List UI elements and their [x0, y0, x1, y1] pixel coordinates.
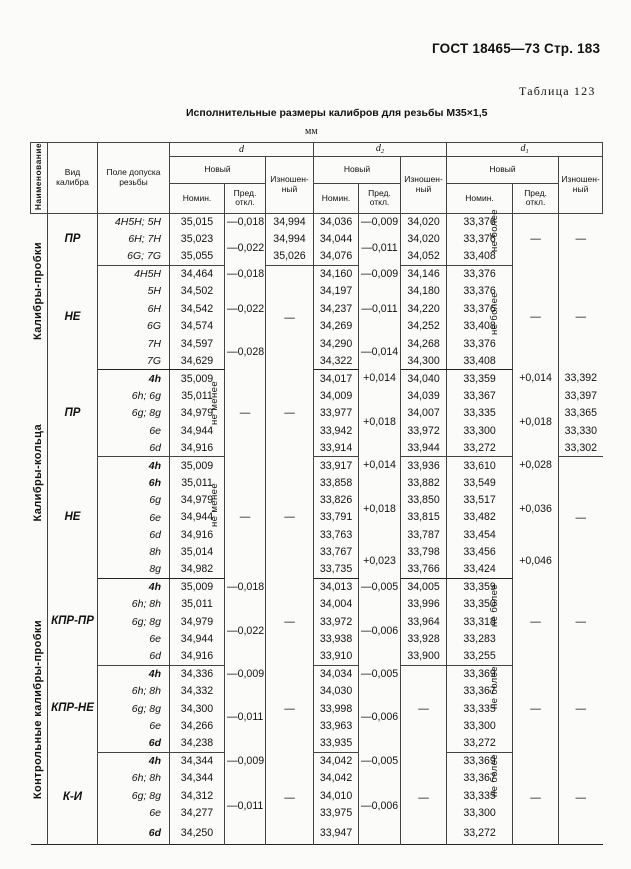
- d2-worn-cell: 33,882: [401, 474, 447, 491]
- d1-nom-cell: 33,369: [447, 666, 513, 683]
- d1-nom-cell: 33,376: [447, 266, 513, 283]
- note-not-less-2: не менее: [209, 483, 220, 527]
- d-nom-cell: 35,055: [170, 248, 225, 265]
- header-name-column: Наименование: [31, 143, 48, 214]
- d-worn-cell: —: [266, 370, 314, 457]
- header-d1-new: Новый: [447, 157, 559, 184]
- tolerance-cell: 6h; 8h: [98, 596, 170, 613]
- d1-worn-cell: —: [575, 702, 587, 715]
- d2-nom-cell: 33,763: [314, 526, 359, 543]
- d1-nom-cell: 33,367: [447, 387, 513, 404]
- header-kind: Вид калибра: [48, 143, 98, 214]
- d2-nom-cell: 34,160: [314, 266, 359, 283]
- d2-worn-cell: 33,944: [401, 440, 447, 457]
- d-nom-cell: 34,944: [170, 631, 225, 648]
- d-nom-cell: 35,011: [170, 474, 225, 491]
- d1-nom-cell: 33,376: [447, 300, 513, 317]
- d-dev-cell: —0,011: [225, 683, 266, 753]
- d1-worn-cell: 33,392: [564, 372, 598, 385]
- kind-cell: КПР-ПР: [48, 579, 98, 666]
- d-nom-cell: 35,023: [170, 231, 225, 248]
- d-worn-cell: —: [266, 457, 314, 579]
- d2-dev-cell: —0,005: [359, 666, 401, 683]
- d2-nom-cell: 34,269: [314, 318, 359, 335]
- d2-nom-cell: 34,034: [314, 666, 359, 683]
- d-nom-cell: 34,916: [170, 526, 225, 543]
- d2-dev-cell: +0,018: [359, 387, 401, 457]
- d2-worn-cell: 33,815: [401, 509, 447, 526]
- d2-nom-cell: 34,076: [314, 248, 359, 265]
- d2-worn-cell: 34,180: [401, 283, 447, 300]
- tolerance-cell: 6e: [98, 509, 170, 526]
- d1-nom-cell: 33,300: [447, 422, 513, 439]
- section-label-plug: Калибры-пробки: [31, 213, 48, 370]
- d1-dev-cell: —: [513, 753, 559, 845]
- d-dev-cell: —0,018: [225, 213, 266, 230]
- tolerance-cell: 6e: [98, 422, 170, 439]
- d1-dev-cell: +0,028: [513, 457, 559, 474]
- table-row: [31, 387, 603, 404]
- calibre-dimensions-table: [30, 142, 603, 845]
- d-nom-cell: 34,916: [170, 440, 225, 457]
- header-d1-nom: Номин.: [447, 183, 513, 213]
- d2-nom-cell: 34,030: [314, 683, 359, 700]
- d-dev-cell: —0,028: [225, 335, 266, 370]
- d2-dev-cell: —0,005: [359, 579, 401, 596]
- kind-cell: К-И: [48, 753, 98, 845]
- d2-nom-cell: 33,938: [314, 631, 359, 648]
- d2-nom-cell: 34,013: [314, 579, 359, 596]
- header-d2-dev: Пред. откл.: [359, 183, 401, 213]
- d1-worn-cell: —: [575, 791, 587, 804]
- d1-nom-cell: 33,318: [447, 613, 513, 630]
- d2-nom-cell: 33,975: [314, 805, 359, 822]
- d-nom-cell: 34,979: [170, 405, 225, 422]
- kind-cell: НЕ: [48, 457, 98, 579]
- d2-nom-cell: 33,935: [314, 735, 359, 752]
- note-not-more-4: не более: [489, 665, 500, 709]
- d1-nom-cell: 33,367: [447, 770, 513, 787]
- tolerance-cell: 6e: [98, 718, 170, 735]
- d2-nom-cell: 34,010: [314, 787, 359, 804]
- d1-nom-cell: 33,376: [447, 335, 513, 352]
- table-row: [31, 474, 603, 491]
- d2-nom-cell: 33,972: [314, 613, 359, 630]
- d1-dev-cell: +0,014: [513, 370, 559, 387]
- d1-nom-cell: 33,424: [447, 561, 513, 578]
- d-worn-cell: 34,994: [266, 213, 314, 230]
- d1-nom-cell: 33,335: [447, 787, 513, 804]
- note-not-more-5: не более: [489, 753, 500, 797]
- d-dev-cell: —0,022: [225, 283, 266, 335]
- tolerance-cell: 6g; 8g: [98, 700, 170, 717]
- d-nom-cell: 34,344: [170, 770, 225, 787]
- d2-nom-cell: 34,290: [314, 335, 359, 352]
- tolerance-cell: 4h: [98, 666, 170, 683]
- d2-dev-cell: —0,009: [359, 266, 401, 283]
- d-worn-cell: 34,994: [266, 231, 314, 248]
- d2-dev-cell: +0,014: [359, 370, 401, 387]
- d2-worn-cell: 34,007: [401, 405, 447, 422]
- table-header: [31, 143, 603, 214]
- d-nom-cell: 35,011: [170, 387, 225, 404]
- table-row: [31, 753, 603, 770]
- tolerance-cell: 6h: [98, 474, 170, 491]
- d-nom-cell: 35,014: [170, 544, 225, 561]
- header-d-dev: Пред. откл.: [225, 183, 266, 213]
- d-nom-cell: 34,300: [170, 700, 225, 717]
- d-nom-cell: 35,009: [170, 457, 225, 474]
- tolerance-cell: 4h: [98, 457, 170, 474]
- d2-nom-cell: 33,977: [314, 405, 359, 422]
- d1-nom-cell: 33,517: [447, 492, 513, 509]
- d1-nom-cell: 33,408: [447, 318, 513, 335]
- d2-nom-cell: 34,009: [314, 387, 359, 404]
- d-dev-cell: —: [225, 457, 266, 579]
- d-nom-cell: 34,944: [170, 422, 225, 439]
- d2-nom-cell: 34,042: [314, 770, 359, 787]
- table-row: [31, 370, 603, 387]
- tolerance-cell: 6h; 6g: [98, 387, 170, 404]
- d2-nom-cell: 34,322: [314, 353, 359, 370]
- d1-dev-cell: —: [513, 213, 559, 265]
- d2-dev-cell: +0,023: [359, 544, 401, 579]
- d-worn-cell: —: [266, 266, 314, 370]
- d-worn-cell: —: [266, 753, 314, 845]
- d1-dev-cell: +0,036: [513, 474, 559, 544]
- d-nom-cell: 34,464: [170, 266, 225, 283]
- d2-worn-cell: 33,900: [401, 648, 447, 665]
- kind-cell: КПР-НЕ: [48, 666, 98, 753]
- d-nom-cell: 34,979: [170, 613, 225, 630]
- header-d-worn: Изношен-ный: [266, 157, 314, 214]
- d1-dev-cell: —: [513, 579, 559, 666]
- d-dev-cell: —0,022: [225, 231, 266, 266]
- d-nom-cell: 34,597: [170, 335, 225, 352]
- d1-worn-cell: 33,365: [564, 407, 598, 420]
- tolerance-cell: 6H; 7H: [98, 231, 170, 248]
- d-nom-cell: 34,238: [170, 735, 225, 752]
- d1-nom-cell: 33,283: [447, 631, 513, 648]
- d2-dev-cell: —0,006: [359, 770, 401, 844]
- header-d-nom: Номин.: [170, 183, 225, 213]
- table-title: Исполнительные размеры калибров для резьбы M35×1,5: [186, 107, 488, 119]
- d1-worn-cell: —: [575, 311, 587, 324]
- d1-nom-cell: 33,549: [447, 474, 513, 491]
- table-label: Таблица 123: [519, 84, 596, 98]
- d2-worn-cell: 34,146: [401, 266, 447, 283]
- d2-worn-cell: 33,972: [401, 422, 447, 439]
- tolerance-cell: 8h: [98, 544, 170, 561]
- note-not-more-1: не более: [489, 208, 500, 252]
- d1-nom-cell: 33,272: [447, 440, 513, 457]
- note-not-more-3: не более: [489, 583, 500, 627]
- header-d-new: Новый: [170, 157, 266, 184]
- d2-worn-cell: 33,787: [401, 526, 447, 543]
- d-dev-cell: —0,018: [225, 579, 266, 596]
- d1-worn-cell: —: [575, 511, 587, 524]
- d-nom-cell: 34,344: [170, 753, 225, 770]
- d1-dev-cell: —: [513, 666, 559, 753]
- d1-nom-cell: 33,359: [447, 579, 513, 596]
- d2-worn-cell: 33,766: [401, 561, 447, 578]
- section-label-control: Контрольные калибры-пробки: [31, 579, 48, 844]
- d1-worn-cell: 33,330: [564, 424, 598, 437]
- tolerance-cell: 6d: [98, 822, 170, 844]
- d2-worn-cell: 34,268: [401, 335, 447, 352]
- d2-nom-cell: 34,017: [314, 370, 359, 387]
- tolerance-cell: 6G: [98, 318, 170, 335]
- d1-nom-cell: 33,255: [447, 648, 513, 665]
- d-nom-cell: 34,916: [170, 648, 225, 665]
- d1-worn-cell: —: [575, 233, 587, 246]
- d1-dev-cell: +0,046: [513, 544, 559, 579]
- table-row: [31, 579, 603, 596]
- tolerance-cell: 6g; 8g: [98, 405, 170, 422]
- d1-worn-cell: 33,302: [559, 440, 603, 457]
- tolerance-cell: 7H: [98, 335, 170, 352]
- d1-nom-cell: 33,456: [447, 544, 513, 561]
- d1-nom-cell: 33,359: [447, 370, 513, 387]
- d2-worn-cell: 33,996: [401, 596, 447, 613]
- d-nom-cell: 34,574: [170, 318, 225, 335]
- header-d2-worn: Изношен-ный: [401, 157, 447, 214]
- d2-nom-cell: 33,914: [314, 440, 359, 457]
- tolerance-cell: 6d: [98, 440, 170, 457]
- tolerance-cell: 4H5H: [98, 266, 170, 283]
- tolerance-cell: 6h; 8h: [98, 770, 170, 787]
- d2-dev-cell: —0,011: [359, 283, 401, 335]
- d2-nom-cell: 33,917: [314, 457, 359, 474]
- d2-nom-cell: 33,963: [314, 718, 359, 735]
- d2-nom-cell: 34,197: [314, 283, 359, 300]
- d-nom-cell: 34,629: [170, 353, 225, 370]
- d-nom-cell: 34,266: [170, 718, 225, 735]
- d2-dev-cell: —0,005: [359, 753, 401, 770]
- d2-dev-cell: —0,006: [359, 683, 401, 753]
- d2-nom-cell: 34,042: [314, 753, 359, 770]
- d-worn-cell: 35,026: [266, 248, 314, 265]
- d-nom-cell: 34,982: [170, 561, 225, 578]
- d2-dev-cell: —0,009: [359, 213, 401, 230]
- d1-worn-cell: 33,397: [564, 389, 598, 402]
- d2-nom-cell: 33,791: [314, 509, 359, 526]
- d-nom-cell: 34,502: [170, 283, 225, 300]
- d2-worn-cell: 34,039: [401, 387, 447, 404]
- d-dev-cell: —0,009: [225, 666, 266, 683]
- d2-nom-cell: 34,044: [314, 231, 359, 248]
- tolerance-cell: 4h: [98, 753, 170, 770]
- d1-nom-cell: 33,376: [447, 231, 513, 248]
- d1-nom-cell: 33,408: [447, 248, 513, 265]
- d2-dev-cell: +0,018: [359, 474, 401, 544]
- d1-dev-cell: —: [513, 266, 559, 370]
- d1-nom-cell: 33,376: [447, 213, 513, 230]
- d1-worn-cell: —: [575, 615, 587, 628]
- table-row: [31, 213, 603, 230]
- d2-worn-cell: —: [401, 753, 447, 845]
- d2-worn-cell: 34,040: [401, 370, 447, 387]
- d2-worn-cell: 34,052: [401, 248, 447, 265]
- kind-cell: ПР: [48, 370, 98, 457]
- d-nom-cell: 34,332: [170, 683, 225, 700]
- table-body: [31, 213, 603, 844]
- d2-dev-cell: —0,006: [359, 596, 401, 666]
- d2-nom-cell: 34,237: [314, 300, 359, 317]
- d1-nom-cell: 33,369: [447, 753, 513, 770]
- header-d1-worn: Изношен-ный: [559, 157, 603, 214]
- d2-worn-cell: 33,964: [401, 613, 447, 630]
- d2-worn-cell: 34,020: [401, 213, 447, 230]
- table-row: [31, 266, 603, 283]
- d1-nom-cell: 33,376: [447, 283, 513, 300]
- d-dev-cell: —0,018: [225, 266, 266, 283]
- d1-nom-cell: 33,367: [447, 683, 513, 700]
- tolerance-cell: 7G: [98, 353, 170, 370]
- d1-nom-cell: 33,300: [447, 805, 513, 822]
- tolerance-cell: 8g: [98, 561, 170, 578]
- kind-cell: НЕ: [48, 266, 98, 370]
- d-nom-cell: 34,979: [170, 492, 225, 509]
- page-header-reference: ГОСТ 18465—73 Стр. 183: [432, 41, 601, 56]
- d2-worn-cell: —: [401, 666, 447, 753]
- d1-nom-cell: 33,408: [447, 353, 513, 370]
- tolerance-cell: 6d: [98, 526, 170, 543]
- unit-note: мм: [305, 126, 318, 137]
- tolerance-cell: 6H: [98, 300, 170, 317]
- d-nom-cell: 35,009: [170, 579, 225, 596]
- header-d2-nom: Номин.: [314, 183, 359, 213]
- section-label-ring: Калибры-кольца: [31, 370, 48, 579]
- header-d2: $d_2$: [314, 143, 447, 157]
- note-not-less-1: не менее: [209, 381, 220, 425]
- d2-dev-cell: —0,011: [359, 231, 401, 266]
- d-dev-cell: —0,009: [225, 753, 266, 770]
- d-nom-cell: 35,015: [170, 213, 225, 230]
- tolerance-cell: 6d: [98, 648, 170, 665]
- header-d: d: [170, 143, 314, 157]
- tolerance-cell: 6h; 8h: [98, 683, 170, 700]
- d1-nom-cell: 33,300: [447, 718, 513, 735]
- d-nom-cell: 35,011: [170, 596, 225, 613]
- d2-nom-cell: 33,942: [314, 422, 359, 439]
- tolerance-cell: 6g; 8g: [98, 613, 170, 630]
- tolerance-cell: 6e: [98, 631, 170, 648]
- d1-nom-cell: 33,350: [447, 596, 513, 613]
- d-nom-cell: 35,009: [170, 370, 225, 387]
- d-nom-cell: 34,312: [170, 787, 225, 804]
- d-nom-cell: 34,277: [170, 805, 225, 822]
- table-row: [31, 666, 603, 683]
- header-d2-new: Новый: [314, 157, 401, 184]
- tolerance-cell: 6e: [98, 805, 170, 822]
- d2-worn-cell: 33,928: [401, 631, 447, 648]
- d2-worn-cell: 33,798: [401, 544, 447, 561]
- d1-nom-cell: 33,335: [447, 700, 513, 717]
- d-nom-cell: 34,250: [170, 822, 225, 844]
- d2-nom-cell: 33,826: [314, 492, 359, 509]
- d2-dev-cell: —0,014: [359, 335, 401, 370]
- d2-nom-cell: 33,858: [314, 474, 359, 491]
- d-dev-cell: —0,011: [225, 770, 266, 844]
- tolerance-cell: 6g; 8g: [98, 787, 170, 804]
- d-dev-cell: —0,022: [225, 596, 266, 666]
- kind-cell: ПР: [48, 213, 98, 265]
- d-nom-cell: 34,944: [170, 509, 225, 526]
- d2-worn-cell: 33,936: [401, 457, 447, 474]
- d1-dev-cell: +0,018: [513, 387, 559, 457]
- d1-nom-cell: 33,482: [447, 509, 513, 526]
- d2-nom-cell: 33,767: [314, 544, 359, 561]
- note-not-more-2: не более: [489, 291, 500, 335]
- d1-nom-cell: 33,335: [447, 405, 513, 422]
- d-nom-cell: 34,336: [170, 666, 225, 683]
- header-d1: $d_1$: [447, 143, 603, 157]
- table-row: [31, 457, 603, 474]
- d2-nom-cell: 33,998: [314, 700, 359, 717]
- d2-nom-cell: 33,910: [314, 648, 359, 665]
- d2-worn-cell: 34,300: [401, 353, 447, 370]
- table-row: [31, 544, 603, 561]
- tolerance-cell: 6G; 7G: [98, 248, 170, 265]
- d2-worn-cell: 34,252: [401, 318, 447, 335]
- tolerance-cell: 4H5H; 5H: [98, 213, 170, 230]
- tolerance-cell: 5H: [98, 283, 170, 300]
- d2-worn-cell: 34,020: [401, 231, 447, 248]
- d2-worn-cell: 34,220: [401, 300, 447, 317]
- tolerance-cell: 4h: [98, 370, 170, 387]
- tolerance-cell: 4h: [98, 579, 170, 596]
- d2-worn-cell: 34,005: [401, 579, 447, 596]
- d2-nom-cell: 34,004: [314, 596, 359, 613]
- d-dev-cell: —: [225, 370, 266, 457]
- d2-nom-cell: 34,036: [314, 213, 359, 230]
- d2-worn-cell: 33,850: [401, 492, 447, 509]
- d1-nom-cell: 33,454: [447, 526, 513, 543]
- d2-nom-cell: 33,947: [314, 822, 359, 844]
- header-d1-dev: Пред. откл.: [513, 183, 559, 213]
- tolerance-cell: 6g: [98, 492, 170, 509]
- d2-nom-cell: 33,735: [314, 561, 359, 578]
- tolerance-cell: 6d: [98, 735, 170, 752]
- d-worn-cell: —: [266, 579, 314, 666]
- d-worn-cell: —: [266, 666, 314, 753]
- d1-nom-cell: 33,272: [447, 822, 513, 844]
- d1-nom-cell: 33,610: [447, 457, 513, 474]
- header-tolerance: Поле допуска резьбы: [98, 143, 170, 214]
- d2-dev-cell: +0,014: [359, 457, 401, 474]
- d1-nom-cell: 33,272: [447, 735, 513, 752]
- d-nom-cell: 34,542: [170, 300, 225, 317]
